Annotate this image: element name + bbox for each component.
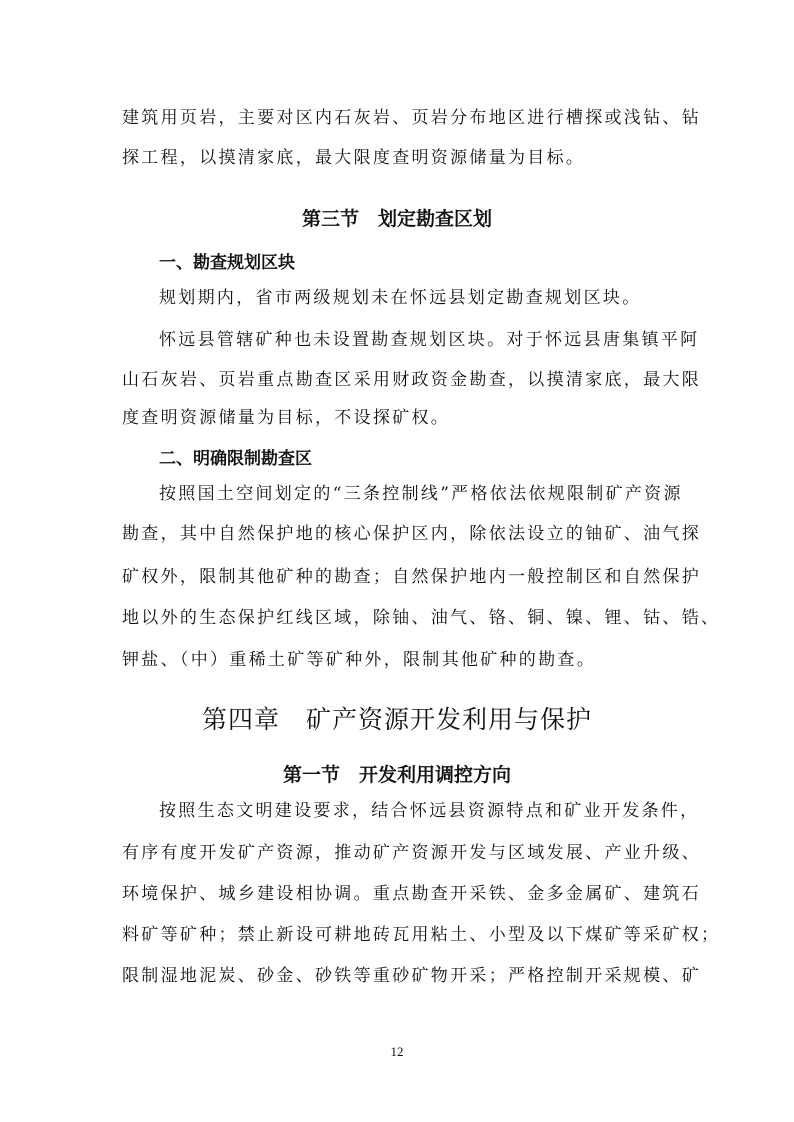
body-text-line: 限制湿地泥炭、砂金、砂铁等重砂矿物开采；严格控制开采规模、矿: [122, 966, 701, 986]
body-text-line: 地以外的生态保护红线区域，除铀、油气、铬、铜、镍、锂、钴、锆、: [122, 608, 721, 628]
subsection-heading: 一、勘查规划区块: [159, 253, 295, 273]
body-text-line: 山石灰岩、页岩重点勘查区采用财政资金勘查，以摸清家底，最大限: [122, 370, 701, 390]
body-text-line: 按照生态文明建设要求，结合怀远县资源特点和矿业开发条件，: [159, 801, 700, 821]
body-text-line: 矿权外，限制其他矿种的勘查；自然保护地内一般控制区和自然保护: [122, 567, 701, 587]
chapter-heading: 第四章 矿产资源开发利用与保护: [201, 705, 592, 734]
subsection-heading: 二、明确限制勘查区: [159, 449, 312, 469]
section-heading: 第三节 划定勘查区划: [301, 208, 492, 230]
body-text-line: 度查明资源储量为目标，不设探矿权。: [122, 408, 451, 428]
section-heading: 第一节 开发利用调控方向: [282, 764, 511, 786]
body-text-line: 怀远县管辖矿种也未设置勘查规划区块。对于怀远县唐集镇平阿: [159, 330, 700, 350]
body-text-line: 建筑用页岩，主要对区内石灰岩、页岩分布地区进行槽探或浅钻、钻: [122, 108, 701, 128]
body-text-line: 有序有度开发矿产资源，推动矿产资源开发与区域发展、产业升级、: [122, 843, 701, 863]
body-text-line: 按照国土空间划定的“三条控制线”严格依法依规限制矿产资源: [159, 484, 683, 504]
body-text-line: 规划期内，省市两级规划未在怀远县划定勘查规划区块。: [159, 288, 642, 308]
body-text-line: 勘查，其中自然保护地的核心保护区内，除依法设立的铀矿、油气探: [122, 524, 701, 544]
page-number: 12: [390, 1044, 404, 1059]
body-text-line: 钾盐、（中）重稀土矿等矿种外，限制其他矿种的勘查。: [122, 650, 596, 670]
body-text-line: 料矿等矿种；禁止新设可耕地砖瓦用粘土、小型及以下煤矿等采矿权；: [122, 925, 721, 945]
body-text-line: 探工程，以摸清家底，最大限度查明资源储量为目标。: [122, 148, 586, 168]
body-text-line: 环境保护、城乡建设相协调。重点勘查开采铁、金多金属矿、建筑石: [122, 884, 701, 904]
